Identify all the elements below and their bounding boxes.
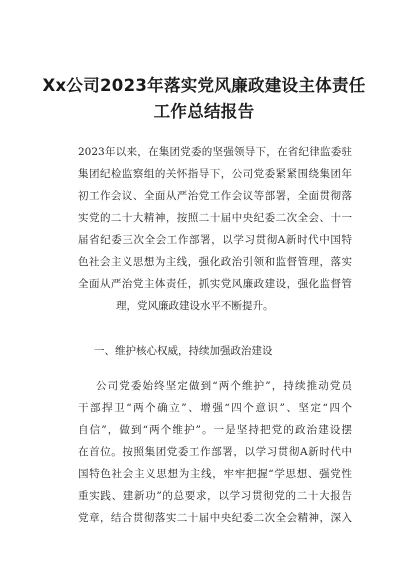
intro-line: 2023年以来，在集团党委的坚强领导下，在省纪律监委驻 — [78, 146, 352, 158]
intro-line: 初工作会议、全面从严治党工作会议等部署，全面贯彻落 — [78, 190, 352, 202]
intro-line: 理，党风廉政建设水平不断提升。 — [116, 300, 274, 312]
intro-line: 全面从严治党主体责任，抓实党风廉政建设，强化监督管 — [78, 278, 352, 290]
section1-line: 自信”，做到“两个维护”。一是坚持把党的政治建设摆 — [78, 424, 352, 436]
section1-line: 公司党委始终坚定做到“两个维护”，持续推动党员 — [96, 380, 352, 392]
intro-line: 实党的二十大精神，按照二十届中央纪委二次全会、十一 — [78, 212, 352, 224]
document-title-line-2: 工作总结报告 — [153, 102, 255, 121]
section1-line: 党章，结合贯彻落实二十届中央纪委二次全会精神，深入 — [78, 512, 352, 524]
section1-line: 干部捍卫“两个确立”、增强“四个意识”、坚定“四个 — [78, 402, 352, 414]
intro-line: 集团纪检监察组的关怀指导下，公司党委紧紧围绕集团年 — [78, 168, 352, 180]
document-title-line-1: Xx公司2023年落实党风廉政建设主体责任 — [42, 76, 366, 95]
intro-line: 色社会主义思想为主线，强化政治引领和监督管理，落实 — [78, 256, 352, 268]
section1-paragraph — [78, 375, 352, 529]
intro-line: 届省纪委三次全会工作部署，以学习贯彻A新时代中国特 — [78, 234, 352, 246]
section-heading: 一、维护核心权威，持续加强政治建设 — [94, 345, 273, 357]
intro-paragraph — [78, 141, 352, 317]
section1-line: 重实践、建新功”的总要求，以学习贯彻党的二十大报告 — [78, 490, 352, 502]
section1-line: 在首位。按照集团党委工作部署，以学习贯彻A新时代中 — [78, 446, 352, 458]
section1-line: 国特色社会主义思想为主线，牢牢把握“学思想、强党性 — [78, 468, 352, 480]
